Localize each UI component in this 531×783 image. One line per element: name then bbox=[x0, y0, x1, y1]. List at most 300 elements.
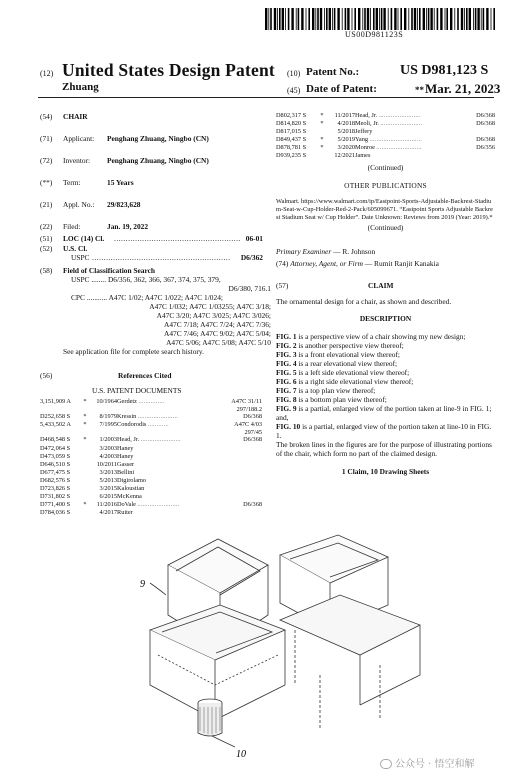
reference-name: Ruiter bbox=[117, 509, 133, 517]
reference-date: 3/2020 bbox=[337, 144, 355, 152]
reference-row bbox=[276, 144, 495, 152]
field-label: Applicant: bbox=[63, 134, 95, 143]
barcode-bar bbox=[329, 8, 331, 30]
reference-no: D646,510 S bbox=[40, 460, 71, 468]
field-number: (74) bbox=[276, 258, 289, 268]
reference-star bbox=[80, 493, 90, 501]
reference-name: DoVale ........................ bbox=[117, 501, 180, 509]
description-text: is another perspective view thereof; bbox=[296, 340, 404, 350]
barcode-bar bbox=[464, 8, 465, 30]
field-inventor bbox=[40, 156, 275, 178]
barcode-bar bbox=[419, 8, 421, 30]
reference-cls bbox=[207, 477, 262, 485]
barcode-bar bbox=[320, 8, 322, 30]
reference-cls bbox=[207, 469, 262, 477]
reference-row bbox=[40, 509, 262, 517]
reference-star: * bbox=[83, 421, 87, 429]
reference-name: Haney bbox=[117, 444, 134, 452]
reference-date: 8/1979 bbox=[99, 413, 117, 421]
reference-cls bbox=[207, 509, 262, 517]
reference-date: 7/1995 bbox=[99, 421, 117, 429]
reference-cls bbox=[207, 453, 262, 461]
reference-cls bbox=[445, 152, 495, 160]
reference-cls: D6/368 bbox=[243, 413, 262, 421]
reference-no: D472,064 S bbox=[40, 444, 71, 452]
reference-date: 3/2013 bbox=[99, 468, 117, 476]
barcode-bar bbox=[301, 8, 303, 30]
reference-row bbox=[40, 406, 262, 413]
description-text: is a bottom plan view thereof; bbox=[296, 394, 387, 404]
figure-ref: FIG. 8 bbox=[276, 394, 297, 404]
barcode-bar bbox=[362, 8, 363, 30]
description-item bbox=[276, 341, 495, 350]
reference-name: Monroe .......................... bbox=[355, 144, 423, 152]
left-column bbox=[40, 112, 275, 517]
description-text: is a rear elevational view thereof; bbox=[296, 358, 398, 368]
search-line: A47C 3/20; A47C 3/025; A47C 3/026; bbox=[156, 311, 271, 320]
barcode-bar bbox=[411, 8, 413, 30]
description-item bbox=[276, 359, 495, 368]
barcode-bar bbox=[398, 8, 399, 30]
reference-cls: D6/356 bbox=[476, 144, 495, 152]
barcode-bar bbox=[358, 8, 360, 30]
description-text: is a front elevational view thereof; bbox=[296, 349, 400, 359]
reference-name: Condorodis ............ bbox=[117, 421, 169, 429]
reference-row bbox=[276, 136, 495, 144]
figure-ref: FIG. 10 bbox=[276, 421, 301, 431]
reference-cls: A47C 4/03 bbox=[234, 421, 262, 429]
barcode-bar bbox=[483, 8, 485, 30]
reference-name: Kaloustian bbox=[117, 485, 145, 493]
field-value: Penghang Zhuang, Ningbo (CN) bbox=[107, 156, 209, 165]
reference-star: * bbox=[83, 413, 87, 421]
field-label: Inventor: bbox=[63, 156, 91, 165]
reference-date bbox=[90, 429, 117, 436]
description-item bbox=[276, 332, 495, 341]
reference-no: D677,475 S bbox=[40, 468, 71, 476]
reference-no: 5,433,502 A bbox=[40, 421, 71, 429]
barcode-bar bbox=[277, 8, 278, 30]
reference-date: 4/2003 bbox=[99, 452, 117, 460]
reference-cls bbox=[207, 493, 262, 501]
barcode-bar bbox=[394, 8, 396, 30]
barcode-bar bbox=[296, 8, 297, 30]
barcode-bar bbox=[347, 8, 349, 30]
reference-star: * bbox=[83, 398, 87, 405]
figure-ref: FIG. 3 bbox=[276, 349, 297, 359]
patent-type-number: (12) bbox=[40, 69, 54, 78]
field-filed bbox=[40, 222, 275, 234]
barcode-bar bbox=[285, 8, 286, 30]
description-title: DESCRIPTION bbox=[359, 313, 412, 323]
header-rule bbox=[38, 97, 494, 98]
barcode-bar bbox=[383, 8, 385, 30]
search-line: A47C 5/06; A47C 5/08; A47C 5/10 bbox=[166, 338, 271, 347]
description-text: The broken lines in the figures are for the purpose of illustrating portions of the chair, which form no part of the claimed design. bbox=[276, 439, 492, 458]
field-dots: ........................................................... bbox=[92, 253, 231, 262]
barcode-bar bbox=[491, 8, 492, 30]
other-pubs-title: OTHER PUBLICATIONS bbox=[344, 180, 427, 190]
barcode-bar bbox=[315, 8, 316, 30]
reference-name bbox=[117, 406, 207, 413]
description-list bbox=[276, 332, 495, 458]
field-value: Penghang Zhuang, Ningbo (CN) bbox=[107, 134, 209, 143]
reference-no: D939,235 S bbox=[276, 152, 307, 160]
barcode-text: US00D981123S bbox=[345, 30, 404, 39]
field-uscl bbox=[40, 244, 275, 253]
patent-date: Mar. 21, 2023 bbox=[425, 81, 501, 96]
barcode-bar bbox=[450, 8, 452, 30]
barcode-bar bbox=[342, 8, 343, 30]
reference-row bbox=[40, 429, 262, 436]
barcode-bar bbox=[334, 8, 336, 30]
reference-no bbox=[40, 406, 80, 413]
reference-date: 12/2021 bbox=[334, 152, 355, 160]
patent-title: United States Design Patent bbox=[62, 60, 275, 80]
barcode-graphic bbox=[265, 8, 497, 30]
reference-star bbox=[80, 445, 90, 453]
attorney-line bbox=[276, 259, 495, 268]
reference-no: D849,437 S bbox=[276, 136, 307, 144]
other-pubs-text: Walmart. https://www.walmart.com/ip/Eastpoint-Sports-Adjustable-Backrest-Stadium-Seat-w-Cup-Holder-Red-2-Pack/605099671. “Eastpoint Sports Adjustable Backrest Stadium Seat w/ Cup Holder”. Date Unknown: Reviews from 2019 (Year: 2019).* bbox=[276, 197, 493, 221]
description-text: is a perspective view of a chair showing my new design; bbox=[296, 331, 466, 341]
reference-date: 10/1964 bbox=[96, 398, 117, 405]
barcode-bar bbox=[352, 8, 353, 30]
reference-name: Bellini bbox=[117, 468, 135, 476]
reference-name: Gerdetz ............... bbox=[117, 398, 165, 405]
field-loc bbox=[40, 234, 275, 244]
examiner-label: Primary Examiner bbox=[276, 246, 332, 256]
reference-no: D468,548 S bbox=[40, 436, 71, 444]
barcode-bar bbox=[326, 8, 328, 30]
barcode-bar bbox=[364, 8, 366, 30]
wechat-icon bbox=[380, 759, 392, 769]
barcode-bar bbox=[317, 8, 319, 30]
barcode-bar bbox=[376, 8, 378, 30]
attorney-name: — Rumit Ranjit Kanakia bbox=[364, 258, 439, 268]
barcode-bar bbox=[493, 8, 495, 30]
field-value: 15 Years bbox=[107, 178, 134, 187]
field-uspc bbox=[40, 253, 275, 266]
right-column bbox=[276, 112, 495, 476]
reference-date: 5/2019 bbox=[337, 136, 355, 144]
reference-cls: D6/368 bbox=[476, 136, 495, 144]
reference-no: D771,400 S bbox=[40, 501, 71, 509]
description-text: is a left side elevational view thereof; bbox=[296, 367, 410, 377]
reference-row bbox=[40, 461, 262, 469]
barcode-bar bbox=[274, 8, 276, 30]
search-line: USPC ........ D6/356, 362, 366, 367, 374, 375, 379, bbox=[71, 275, 221, 284]
reference-cls bbox=[207, 445, 262, 453]
reference-row bbox=[40, 413, 262, 421]
field-number: (21) bbox=[40, 200, 53, 209]
barcode-bar bbox=[423, 8, 425, 30]
reference-name: James bbox=[355, 152, 371, 160]
reference-star bbox=[80, 429, 90, 436]
field-number: (71) bbox=[40, 134, 53, 143]
field-search-body bbox=[40, 275, 271, 356]
figure-label-9: 9 bbox=[140, 579, 145, 590]
reference-no: D682,576 S bbox=[40, 476, 71, 484]
field-number: (22) bbox=[40, 222, 53, 231]
field-number: (57) bbox=[276, 280, 289, 290]
field-value: D6/362 bbox=[240, 253, 263, 262]
barcode-bar bbox=[279, 8, 281, 30]
description-text: is a top plan view thereof; bbox=[296, 385, 376, 395]
reference-row bbox=[276, 128, 495, 136]
reference-row bbox=[276, 152, 495, 160]
reference-name: McKenna bbox=[117, 493, 142, 501]
reference-star: * bbox=[83, 501, 87, 509]
reference-star: * bbox=[320, 136, 324, 144]
reference-star bbox=[317, 152, 327, 160]
barcode-bar bbox=[308, 8, 310, 30]
reference-no: D252,658 S bbox=[40, 413, 71, 421]
refs-subtitle: U.S. PATENT DOCUMENTS bbox=[92, 386, 182, 395]
field-number: (54) bbox=[40, 112, 53, 121]
reference-no: D784,036 S bbox=[40, 509, 71, 517]
refs-continued: (Continued) bbox=[367, 162, 404, 172]
patent-no-number: (10) bbox=[287, 69, 301, 78]
field-label: USPC bbox=[71, 253, 90, 262]
barcode-bar bbox=[381, 8, 383, 30]
reference-date: 5/2013 bbox=[99, 476, 117, 484]
reference-no: D814,820 S bbox=[276, 120, 307, 128]
barcode-bar bbox=[373, 8, 375, 30]
search-line: CPC ........... A47C 1/02; A47C 1/022; A47C 1/024; bbox=[71, 293, 223, 302]
reference-name: Head, Jr. ....................... bbox=[117, 436, 182, 444]
field-value: CHAIR bbox=[63, 112, 88, 121]
reference-row bbox=[40, 453, 262, 461]
reference-name: Meoli, Jr. ........................ bbox=[355, 120, 423, 128]
reference-date: 6/2015 bbox=[99, 493, 117, 501]
reference-cls: 297/45 bbox=[244, 429, 262, 437]
reference-star bbox=[317, 128, 327, 136]
reference-star bbox=[80, 509, 90, 517]
reference-star: * bbox=[83, 436, 87, 444]
reference-name: Gasser bbox=[117, 460, 135, 468]
reference-cls: D6/368 bbox=[476, 120, 495, 128]
reference-cls: 297/188.2 bbox=[236, 406, 262, 414]
barcode-bar bbox=[437, 8, 439, 30]
search-line: A47C 1/032; A47C 1/03255; A47C 3/18; bbox=[149, 302, 271, 311]
barcode-bar bbox=[354, 8, 356, 30]
search-line: A47C 7/46; A47C 9/02; A47C 5/04; bbox=[164, 329, 271, 338]
barcode-bar bbox=[461, 8, 463, 30]
reference-row bbox=[276, 112, 495, 120]
reference-star: * bbox=[320, 144, 324, 152]
reference-star bbox=[80, 453, 90, 461]
claim-heading bbox=[276, 281, 495, 291]
reference-no: D723,826 S bbox=[40, 485, 71, 493]
barcode-bar bbox=[345, 8, 347, 30]
patent-no: US D981,123 S bbox=[400, 63, 489, 78]
reference-row bbox=[40, 477, 262, 485]
reference-name bbox=[117, 429, 207, 436]
barcode-bar bbox=[446, 8, 448, 30]
description-text: is a partial, enlarged view of the portion taken at line-9 in FIG. 1; and, bbox=[276, 403, 492, 422]
field-label: Term: bbox=[63, 178, 81, 187]
barcode-bar bbox=[445, 8, 446, 30]
barcode-bar bbox=[475, 8, 477, 30]
figure-ref: FIG. 5 bbox=[276, 367, 297, 377]
reference-row bbox=[40, 421, 262, 429]
claim-title: CLAIM bbox=[368, 280, 394, 290]
barcode-bar bbox=[430, 8, 432, 30]
watermark-text: 公众号 · 悟空和解 bbox=[395, 759, 475, 770]
barcode-bar bbox=[288, 8, 290, 30]
barcode-bar bbox=[265, 8, 267, 30]
barcode-bar bbox=[414, 8, 416, 30]
description-item bbox=[276, 386, 495, 395]
search-line: A47C 7/18; A47C 7/24; A47C 7/36; bbox=[164, 320, 271, 329]
description-item bbox=[276, 377, 495, 386]
reference-row bbox=[40, 445, 262, 453]
chair-figure bbox=[120, 535, 440, 760]
figure-ref: FIG. 1 bbox=[276, 331, 297, 341]
barcode-bar bbox=[370, 8, 371, 30]
reference-star: * bbox=[320, 112, 324, 119]
field-number: (52) bbox=[40, 244, 53, 253]
field-value: 29/823,628 bbox=[107, 200, 141, 209]
reference-star: * bbox=[320, 120, 324, 128]
figure-label-10: 10 bbox=[236, 749, 246, 760]
barcode-bar bbox=[270, 8, 272, 30]
reference-no: D731,802 S bbox=[40, 493, 71, 501]
reference-star bbox=[80, 477, 90, 485]
barcode-bar bbox=[312, 8, 314, 30]
figure-ref: FIG. 9 bbox=[276, 403, 297, 413]
description-text: is a right side elevational view thereof; bbox=[296, 376, 414, 386]
barcode-bar bbox=[477, 8, 479, 30]
barcode-bar bbox=[457, 8, 459, 30]
field-label: LOC (14) Cl. bbox=[63, 234, 105, 243]
reference-date: 11/2017 bbox=[334, 112, 355, 119]
date-number: (45) bbox=[287, 86, 301, 95]
reference-no bbox=[40, 429, 80, 436]
field-label: Field of Classification Search bbox=[63, 266, 156, 275]
reference-row bbox=[40, 493, 262, 501]
reference-cls bbox=[207, 485, 262, 493]
examiner-name: — R. Johnson bbox=[333, 246, 376, 256]
reference-date: 3/2015 bbox=[99, 485, 117, 493]
field-term bbox=[40, 178, 275, 200]
reference-date: 11/2016 bbox=[96, 501, 117, 509]
description-item bbox=[276, 440, 495, 458]
field-label: Filed: bbox=[63, 222, 81, 231]
reference-no: D817,015 S bbox=[276, 128, 307, 136]
barcode-bar bbox=[466, 8, 468, 30]
reference-no: D473,059 S bbox=[40, 452, 71, 460]
field-number: (51) bbox=[40, 234, 53, 243]
reference-name: Haney bbox=[117, 452, 134, 460]
watermark bbox=[380, 755, 475, 770]
barcode-bar bbox=[428, 8, 430, 30]
patent-no-label: Patent No.: bbox=[306, 66, 360, 78]
barcode-bar bbox=[379, 8, 380, 30]
barcode-bar bbox=[306, 8, 307, 30]
reference-cls: D6/368 bbox=[476, 112, 495, 119]
reference-name: Head, Jr. ........................ bbox=[355, 112, 421, 119]
field-number: (58) bbox=[40, 266, 53, 275]
description-item bbox=[276, 350, 495, 359]
reference-name: Jeffery bbox=[355, 128, 373, 136]
claims-summary: 1 Claim, 10 Drawing Sheets bbox=[341, 466, 430, 476]
description-item bbox=[276, 368, 495, 377]
barcode-bar bbox=[417, 8, 418, 30]
field-label: Appl. No.: bbox=[63, 200, 95, 209]
reference-cls: A47C 31/11 bbox=[231, 398, 262, 405]
search-note: See application file for complete search history. bbox=[63, 347, 204, 356]
field-title bbox=[40, 112, 275, 134]
barcode-bar bbox=[404, 8, 406, 30]
reference-name: Yang .............................. bbox=[355, 136, 423, 144]
reference-name: Digirolamo bbox=[117, 476, 147, 484]
description-text: is a partial, enlarged view of the portion taken at line-10 in FIG. 1. bbox=[276, 421, 492, 440]
field-number: (72) bbox=[40, 156, 53, 165]
reference-row bbox=[40, 398, 262, 406]
description-item bbox=[276, 422, 495, 440]
attorney-label: Attorney, Agent, or Firm bbox=[290, 258, 363, 268]
field-search-heading bbox=[40, 266, 275, 275]
reference-date bbox=[90, 406, 117, 413]
claim-text: The ornamental design for a chair, as shown and described. bbox=[276, 296, 452, 306]
reference-row bbox=[40, 485, 262, 493]
reference-date: 5/2018 bbox=[337, 128, 355, 136]
barcode-bar bbox=[469, 8, 471, 30]
field-dots: ...................................................... bbox=[114, 234, 241, 243]
barcode-bar bbox=[473, 8, 474, 30]
figure-ref: FIG. 7 bbox=[276, 385, 297, 395]
reference-date: 10/2011 bbox=[96, 460, 117, 468]
other-pubs-continued: (Continued) bbox=[367, 222, 404, 232]
field-applicant bbox=[40, 134, 275, 156]
field-label: U.S. Cl. bbox=[63, 244, 88, 253]
date-stars: ** bbox=[415, 85, 424, 95]
examiner-line bbox=[276, 247, 495, 256]
reference-star bbox=[80, 406, 90, 413]
reference-date: 4/2018 bbox=[337, 120, 355, 128]
figure-ref: FIG. 6 bbox=[276, 376, 297, 386]
barcode-bar bbox=[391, 8, 393, 30]
figure-ref: FIG. 2 bbox=[276, 340, 297, 350]
reference-no: D802,317 S bbox=[276, 112, 307, 119]
reference-cls bbox=[445, 128, 495, 136]
barcode-bar bbox=[400, 8, 402, 30]
barcode-bar bbox=[291, 8, 293, 30]
reference-date: 4/2017 bbox=[99, 509, 117, 517]
reference-name: Kressin ....................... bbox=[117, 413, 179, 421]
reference-star bbox=[80, 469, 90, 477]
reference-no: D878,781 S bbox=[276, 144, 307, 152]
barcode-bar bbox=[282, 8, 284, 30]
references-table bbox=[40, 398, 262, 517]
description-item bbox=[276, 404, 495, 422]
barcode-bar bbox=[268, 8, 269, 30]
barcode-bar bbox=[332, 8, 333, 30]
reference-date: 3/2003 bbox=[99, 444, 117, 452]
reference-row bbox=[276, 120, 495, 128]
barcode-bar bbox=[388, 8, 389, 30]
barcode-bar bbox=[337, 8, 339, 30]
reference-cls: D6/368 bbox=[243, 436, 262, 444]
barcode-bar bbox=[486, 8, 488, 30]
search-line: D6/380, 716.1 bbox=[228, 284, 271, 293]
field-appl-no bbox=[40, 200, 275, 222]
barcode-bar bbox=[367, 8, 369, 30]
barcode bbox=[265, 8, 497, 30]
field-value: 06-01 bbox=[245, 234, 263, 243]
